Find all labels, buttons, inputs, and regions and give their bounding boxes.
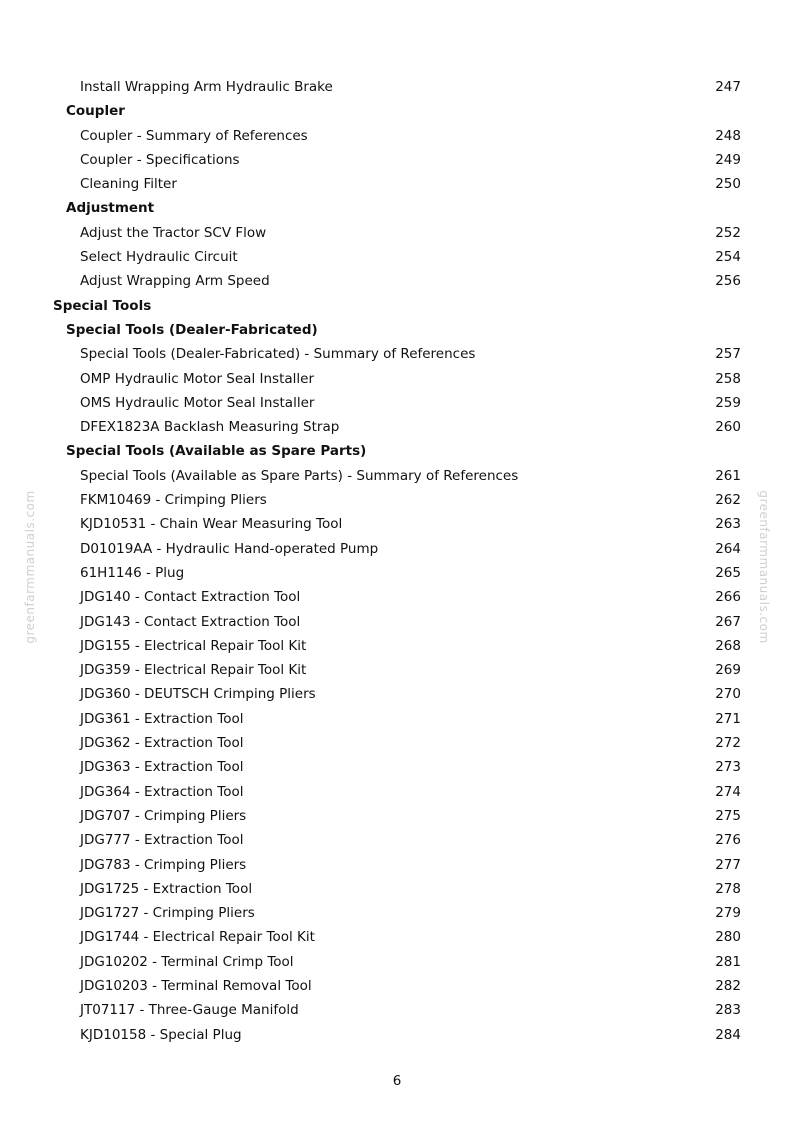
- toc-entry-title: JDG777 - Extraction Tool: [80, 832, 244, 849]
- toc-entry-title: Coupler - Specifications: [80, 151, 240, 168]
- toc-entry-title: Special Tools: [53, 297, 152, 314]
- toc-entry[interactable]: [0, 998, 794, 1022]
- toc-entry-page-number: 284: [715, 1026, 741, 1043]
- toc-entry-page-number: 256: [715, 273, 741, 290]
- toc-entry[interactable]: [0, 950, 794, 974]
- toc-entry-title: Adjust Wrapping Arm Speed: [80, 273, 270, 290]
- toc-entry[interactable]: [0, 342, 794, 366]
- toc-entry-page-number: 281: [715, 953, 741, 970]
- toc-entry[interactable]: [0, 1023, 794, 1047]
- toc-entry-page-number: 252: [715, 224, 741, 241]
- toc-entry-title: Special Tools (Available as Spare Parts): [66, 443, 367, 460]
- toc-entry-title: Select Hydraulic Circuit: [80, 249, 238, 266]
- toc-entry-title: Special Tools (Dealer-Fabricated) - Summary of References: [80, 346, 476, 363]
- toc-entry[interactable]: [0, 828, 794, 852]
- toc-entry[interactable]: [0, 585, 794, 609]
- toc-entry[interactable]: [0, 901, 794, 925]
- toc-entry-title: JDG707 - Crimping Pliers: [80, 807, 247, 824]
- toc-section-heading[interactable]: [0, 318, 794, 342]
- toc-entry-title: D01019AA - Hydraulic Hand-operated Pump: [80, 540, 379, 557]
- toc-section-heading[interactable]: [0, 439, 794, 463]
- toc-entry-title: JDG1744 - Electrical Repair Tool Kit: [80, 929, 315, 946]
- toc-entry-title: JDG783 - Crimping Pliers: [80, 856, 247, 873]
- toc-entry-page-number: 278: [715, 880, 741, 897]
- toc-entry[interactable]: [0, 804, 794, 828]
- toc-entry-title: Special Tools (Available as Spare Parts) - Summary of References: [80, 467, 519, 484]
- toc-entry[interactable]: [0, 780, 794, 804]
- toc-entry-page-number: 250: [715, 176, 741, 193]
- toc-entry-page-number: 275: [715, 807, 741, 824]
- toc-entry[interactable]: [0, 269, 794, 293]
- toc-entry-title: Cleaning Filter: [80, 176, 177, 193]
- toc-entry[interactable]: [0, 148, 794, 172]
- watermark-left-text: greenfarmmanuals.com: [23, 490, 37, 644]
- toc-entry-page-number: 279: [715, 905, 741, 922]
- toc-entry[interactable]: [0, 755, 794, 779]
- toc-entry-page-number: 259: [715, 394, 741, 411]
- toc-entry[interactable]: [0, 561, 794, 585]
- toc-entry[interactable]: [0, 221, 794, 245]
- toc-entry-title: JDG361 - Extraction Tool: [80, 710, 244, 727]
- toc-entry[interactable]: [0, 634, 794, 658]
- toc-entry-title: JDG10202 - Terminal Crimp Tool: [80, 953, 294, 970]
- toc-entry-page-number: 276: [715, 832, 741, 849]
- toc-entry-page-number: 254: [715, 249, 741, 266]
- table-of-contents: [0, 75, 794, 1047]
- toc-entry[interactable]: [0, 877, 794, 901]
- toc-entry[interactable]: [0, 974, 794, 998]
- toc-entry-page-number: 264: [715, 540, 741, 557]
- toc-entry-title: 61H1146 - Plug: [80, 564, 185, 581]
- toc-entry-page-number: 280: [715, 929, 741, 946]
- toc-entry-title: JDG1725 - Extraction Tool: [80, 880, 253, 897]
- toc-entry-page-number: 258: [715, 370, 741, 387]
- toc-entry-page-number: 269: [715, 662, 741, 679]
- toc-entry-title: JDG143 - Contact Extraction Tool: [80, 613, 301, 630]
- toc-entry[interactable]: [0, 172, 794, 196]
- toc-entry[interactable]: [0, 245, 794, 269]
- toc-entry-title: JDG10203 - Terminal Removal Tool: [80, 977, 312, 994]
- toc-entry-page-number: 274: [715, 783, 741, 800]
- toc-entry-title: JDG1727 - Crimping Pliers: [80, 905, 255, 922]
- toc-entry[interactable]: [0, 610, 794, 634]
- toc-entry-title: JDG360 - DEUTSCH Crimping Pliers: [80, 686, 316, 703]
- watermark-right-text: greenfarmmanuals.com: [757, 490, 771, 644]
- toc-entry-title: Coupler - Summary of References: [80, 127, 308, 144]
- toc-entry[interactable]: [0, 731, 794, 755]
- toc-entry[interactable]: [0, 925, 794, 949]
- toc-entry-page-number: 267: [715, 613, 741, 630]
- toc-entry-page-number: 271: [715, 710, 741, 727]
- toc-entry[interactable]: [0, 658, 794, 682]
- toc-entry-title: OMS Hydraulic Motor Seal Installer: [80, 394, 315, 411]
- toc-entry-title: JDG359 - Electrical Repair Tool Kit: [80, 662, 307, 679]
- toc-entry-page-number: 272: [715, 735, 741, 752]
- toc-entry-page-number: 283: [715, 1002, 741, 1019]
- toc-entry-title: JT07117 - Three-Gauge Manifold: [80, 1002, 299, 1019]
- toc-entry-title: FKM10469 - Crimping Pliers: [80, 492, 267, 509]
- toc-entry-page-number: 257: [715, 346, 741, 363]
- toc-entry-page-number: 263: [715, 516, 741, 533]
- toc-entry[interactable]: [0, 707, 794, 731]
- toc-entry-title: Adjust the Tractor SCV Flow: [80, 224, 267, 241]
- toc-entry-page-number: 248: [715, 127, 741, 144]
- toc-entry[interactable]: [0, 682, 794, 706]
- toc-entry-page-number: 268: [715, 637, 741, 654]
- toc-section-heading[interactable]: [0, 294, 794, 318]
- toc-entry-title: JDG140 - Contact Extraction Tool: [80, 589, 301, 606]
- toc-entry-page-number: 270: [715, 686, 741, 703]
- toc-entry-title: KJD10531 - Chain Wear Measuring Tool: [80, 516, 343, 533]
- toc-entry[interactable]: [0, 512, 794, 536]
- toc-entry-title: JDG364 - Extraction Tool: [80, 783, 244, 800]
- toc-entry-page-number: 247: [715, 79, 741, 95]
- toc-entry-title: Coupler: [66, 103, 125, 120]
- toc-entry-title: Adjustment: [66, 200, 155, 217]
- toc-entry-page-number: 282: [715, 977, 741, 994]
- toc-entry[interactable]: [0, 391, 794, 415]
- toc-entry-page-number: 249: [715, 151, 741, 168]
- toc-entry-page-number: 265: [715, 564, 741, 581]
- toc-section-heading[interactable]: [0, 196, 794, 220]
- toc-entry-page-number: 260: [715, 419, 741, 436]
- toc-entry[interactable]: [0, 367, 794, 391]
- toc-entry-title: JDG362 - Extraction Tool: [80, 735, 244, 752]
- toc-entry-page-number: 273: [715, 759, 741, 776]
- toc-entry-title: JDG363 - Extraction Tool: [80, 759, 244, 776]
- toc-entry[interactable]: [0, 124, 794, 148]
- toc-entry-page-number: 261: [715, 467, 741, 484]
- toc-entry[interactable]: [0, 537, 794, 561]
- toc-entry-page-number: 262: [715, 492, 741, 509]
- toc-entry[interactable]: [0, 853, 794, 877]
- page-number: 6: [392, 1073, 402, 1089]
- toc-entry-title: Install Wrapping Arm Hydraulic Brake: [80, 79, 333, 95]
- toc-entry[interactable]: [0, 75, 794, 99]
- toc-section-heading[interactable]: [0, 99, 794, 123]
- toc-entry-page-number: 277: [715, 856, 741, 873]
- toc-entry-title: KJD10158 - Special Plug: [80, 1026, 242, 1043]
- toc-entry[interactable]: [0, 464, 794, 488]
- toc-entry-title: DFEX1823A Backlash Measuring Strap: [80, 419, 340, 436]
- toc-entry-title: OMP Hydraulic Motor Seal Installer: [80, 370, 314, 387]
- toc-entry[interactable]: [0, 488, 794, 512]
- toc-entry[interactable]: [0, 415, 794, 439]
- toc-entry-title: JDG155 - Electrical Repair Tool Kit: [80, 637, 307, 654]
- toc-entry-page-number: 266: [715, 589, 741, 606]
- toc-entry-title: Special Tools (Dealer-Fabricated): [66, 321, 318, 338]
